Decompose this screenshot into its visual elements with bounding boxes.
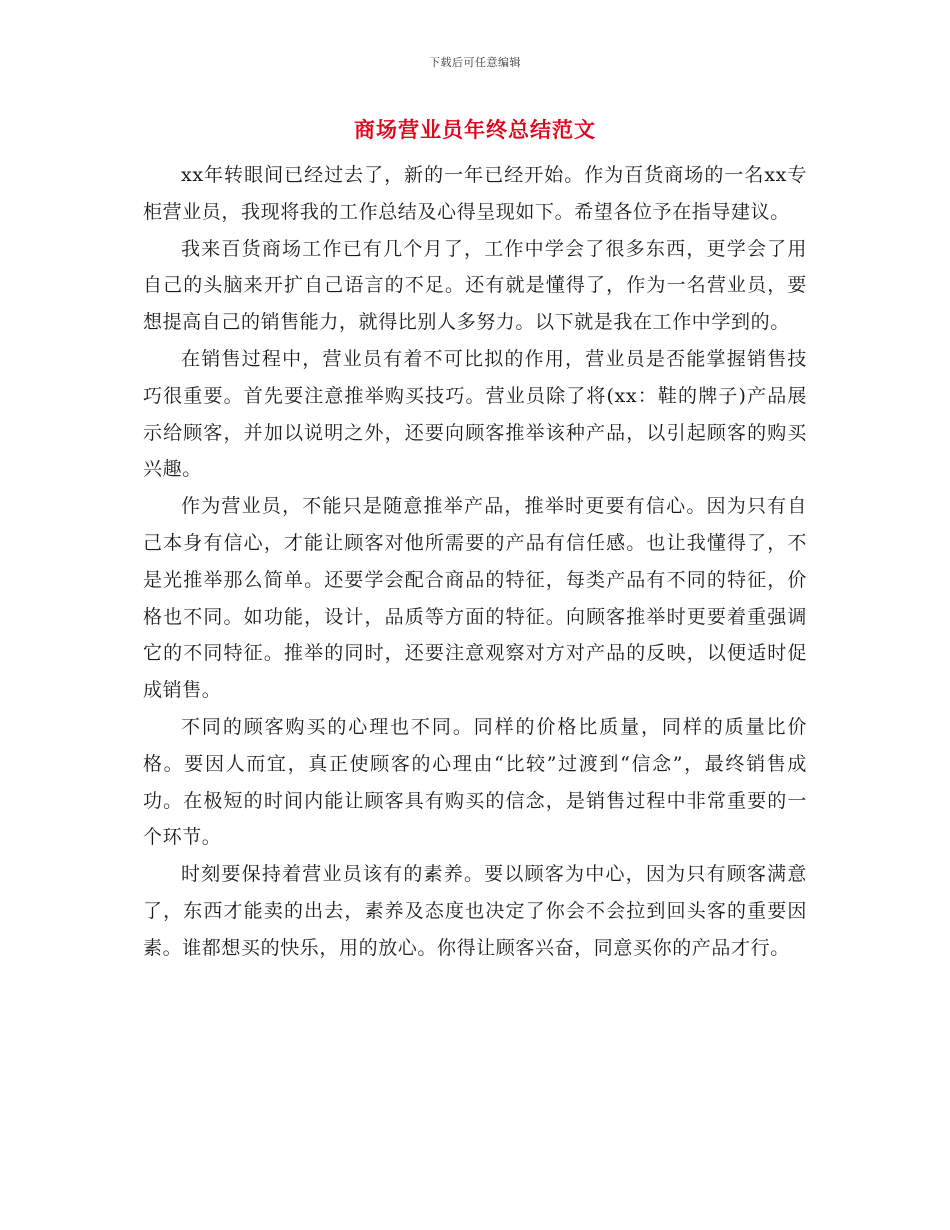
paragraph: 不同的顾客购买的心理也不同。同样的价格比质量，同样的质量比价格。要因人而宜，真正使顾客的心理由“比较”过渡到“信念”，最终销售成功。在极短的时间内能让顾客具有购买的信念，是销售过程中非常重要的一个环节。: [143, 715, 807, 849]
paragraph: 我来百货商场工作已有几个月了，工作中学会了很多东西，更学会了用自己的头脑来开扩自己语言的不足。还有就是懂得了，作为一名营业员，要想提高自己的销售能力，就得比别人多努力。以下就是我在工作中学到的。: [143, 237, 807, 334]
document-body: [143, 157, 807, 967]
paragraph: 在销售过程中，营业员有着不可比拟的作用，营业员是否能掌握销售技巧很重要。首先要注意推举购买技巧。营业员除了将(xx：鞋的牌子)产品展示给顾客，并加以说明之外，还要向顾客推举该种产品，以引起顾客的购买兴趣。: [143, 347, 807, 481]
page-header-note: 下载后可任意编辑: [429, 56, 521, 69]
document-title: 商场营业员年终总结范文: [354, 118, 596, 142]
paragraph: 时刻要保持着营业员该有的素养。要以顾客为中心，因为只有顾客满意了，东西才能卖的出去，素养及态度也决定了你会不会拉到回头客的重要因素。谁都想买的快乐，用的放心。你得让顾客兴奋，同意买你的产品才行。: [143, 863, 807, 959]
paragraph: 作为营业员，不能只是随意推举产品，推举时更要有信心。因为只有自己本身有信心，才能让顾客对他所需要的产品有信任感。也让我懂得了，不是光推举那么简单。还要学会配合商品的特征，每类产品有不同的特征，价格也不同。如功能，设计，品质等方面的特征。向顾客推举时更要着重强调它的不同特征。推举的同时，还要注意观察对方对产品的反映，以便适时促成销售。: [143, 495, 807, 702]
paragraph: xx年转眼间已经过去了，新的一年已经开始。作为百货商场的一名xx专柜营业员，我现将我的工作总结及心得呈现如下。希望各位予在指导建议。: [143, 164, 807, 223]
